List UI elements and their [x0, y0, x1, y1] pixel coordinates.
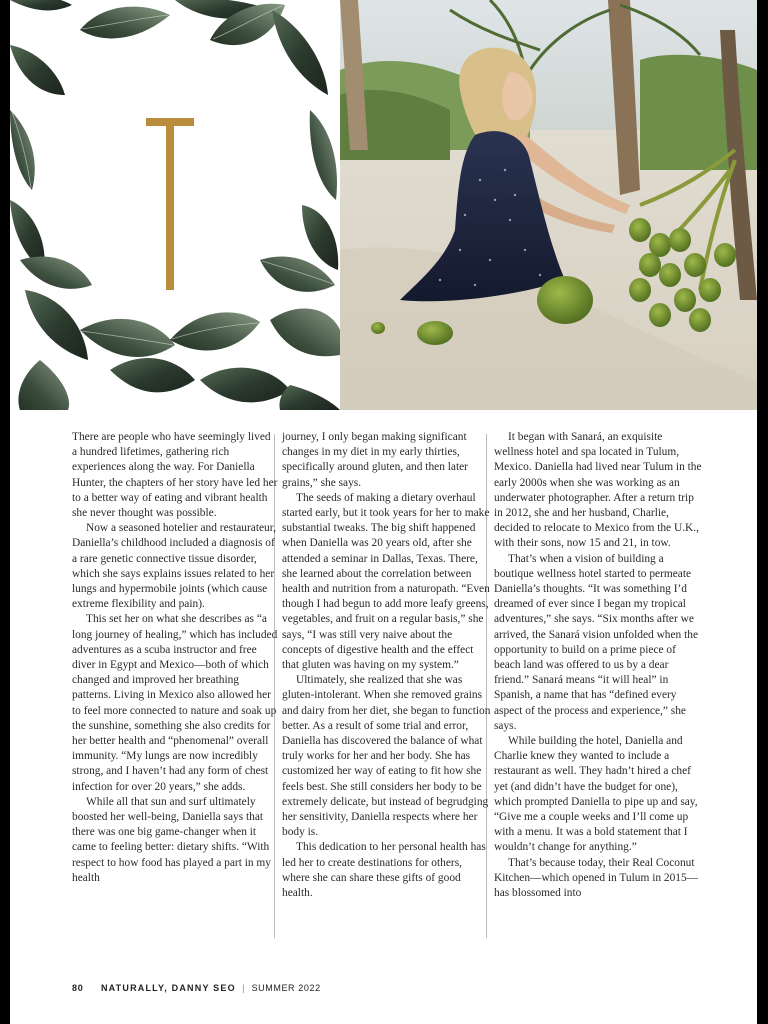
article-column-3: [494, 430, 704, 901]
paragraph: While all that sun and surf ultimately boosted her well-being, Daniella says that there was one big game-changer when it came to feeling better: dietary shifts. “With respect to how food has played a part in my health: [72, 795, 271, 884]
paragraph: This dedication to her personal health has led her to create destinations for others, where she can share these gifts of good health.: [282, 841, 486, 900]
footer-separator: |: [242, 983, 246, 993]
leaf-wreath-illustration: [10, 0, 340, 410]
drop-cap-text: [146, 118, 147, 119]
page-footer: [72, 983, 321, 993]
paragraph: While building the hotel, Daniella and Charlie knew they wanted to include a restaurant as well. They hadn’t hired a chef yet (and didn’t have the budget for one), which prompted Daniella to pipe up and say, “Give me a couple weeks and I’ll come up with a menu. It was a bold statement that I wouldn’t change for anything.”: [494, 735, 698, 854]
paragraph: It began with Sanará, an exquisite wellness hotel and spa located in Tulum, Mexico. Daniella had lived near Tulum in the early 2000s when she was working as an underwater photographer. After a return trip in 2012, she and her husband, Charlie, decided to relocate to Mexico from the U.K., with their sons, now 15 and 21, in tow.: [494, 431, 702, 550]
paragraph: That’s when a vision of building a boutique wellness hotel started to permeate Daniella’s thoughts. “It was something I’d dreamed of ever since I began my tropical adventures,” she says. “Six months after we arrived, the Sanará vision unfolded when the opportunity to build on a prime piece of beach land was offered to us by a dear friend.” Sanará means “it will heal” in Spanish, a name that has “defined every aspect of the process and experience,” she says.: [494, 552, 699, 732]
paragraph: journey, I only began making significant changes in my diet in my early thirties, specifically around gluten, and then later grains,” she says.: [282, 431, 468, 489]
magazine-page: [10, 0, 757, 1024]
article-column-1: [72, 430, 278, 886]
magazine-name: NATURALLY, DANNY SEO: [100, 983, 236, 993]
page-number: 80: [72, 983, 84, 993]
paragraph: That’s because today, their Real Coconut Kitchen—which opened in Tulum in 2015—has blossomed into: [494, 856, 699, 900]
paragraph: The seeds of making a dietary overhaul started early, but it took years for her to make substantial tweaks. The big shift happened when Daniella was 20 years old, after she attended a seminar in Dallas, Texas. There, she learned about the correlation between health and nutrition from a naturopath. “Even though I had begun to add more leafy greens, vegetables, and fruit on a regular basis,” she says, “I was still very naive about the concepts of digestive health and the effect that gluten was having on my system.”: [282, 491, 490, 672]
page-edge: [757, 0, 768, 1024]
photo-illustration: [340, 0, 757, 410]
issue-date: SUMMER 2022: [251, 983, 321, 993]
paragraph: This set her on what she describes as “a long journey of healing,” which has included adventures as a scuba instructor and free diver in Egypt and Mexico—both of which changed and improved her breathing patterns. Living in Mexico also allowed her to feel more connected to nature and soak up the sunshine, something she also credits for her better health and “phenomenal” overall immunity. “My lungs are now incredibly strong, and I haven’t had any form of chest infection for over 20 years,” she adds.: [72, 613, 278, 793]
paragraph: Ultimately, she realized that she was gluten-intolerant. When she removed grains and dairy from her diet, she began to function better. As a result of some trial and error, Daniella has discovered the balance of what truly works for her and her body. She has customized her way of eating to fit how she feels best. She still considers her body to be extremely delicate, but instead of begrudging her sensitivity, Daniella respects where her body is.: [282, 674, 491, 839]
paragraph: There are people who have seemingly lived a hundred lifetimes, gathering rich experiences along the way. For Daniella Hunter, the chapters of her story have led her to a better way of eating and vibrant health she never thought was possible.: [72, 431, 278, 520]
beach-coconut-photo: [340, 0, 757, 410]
paragraph: Now a seasoned hotelier and restaurateur, Daniella’s childhood included a diagnosis of a rare genetic connective tissue disorder, which she says explains issues related to her lungs and hypermobile joints (which cause extreme flexibility and pain).: [72, 522, 276, 611]
article-column-2: [282, 430, 492, 901]
drop-cap-letter: [146, 118, 194, 290]
